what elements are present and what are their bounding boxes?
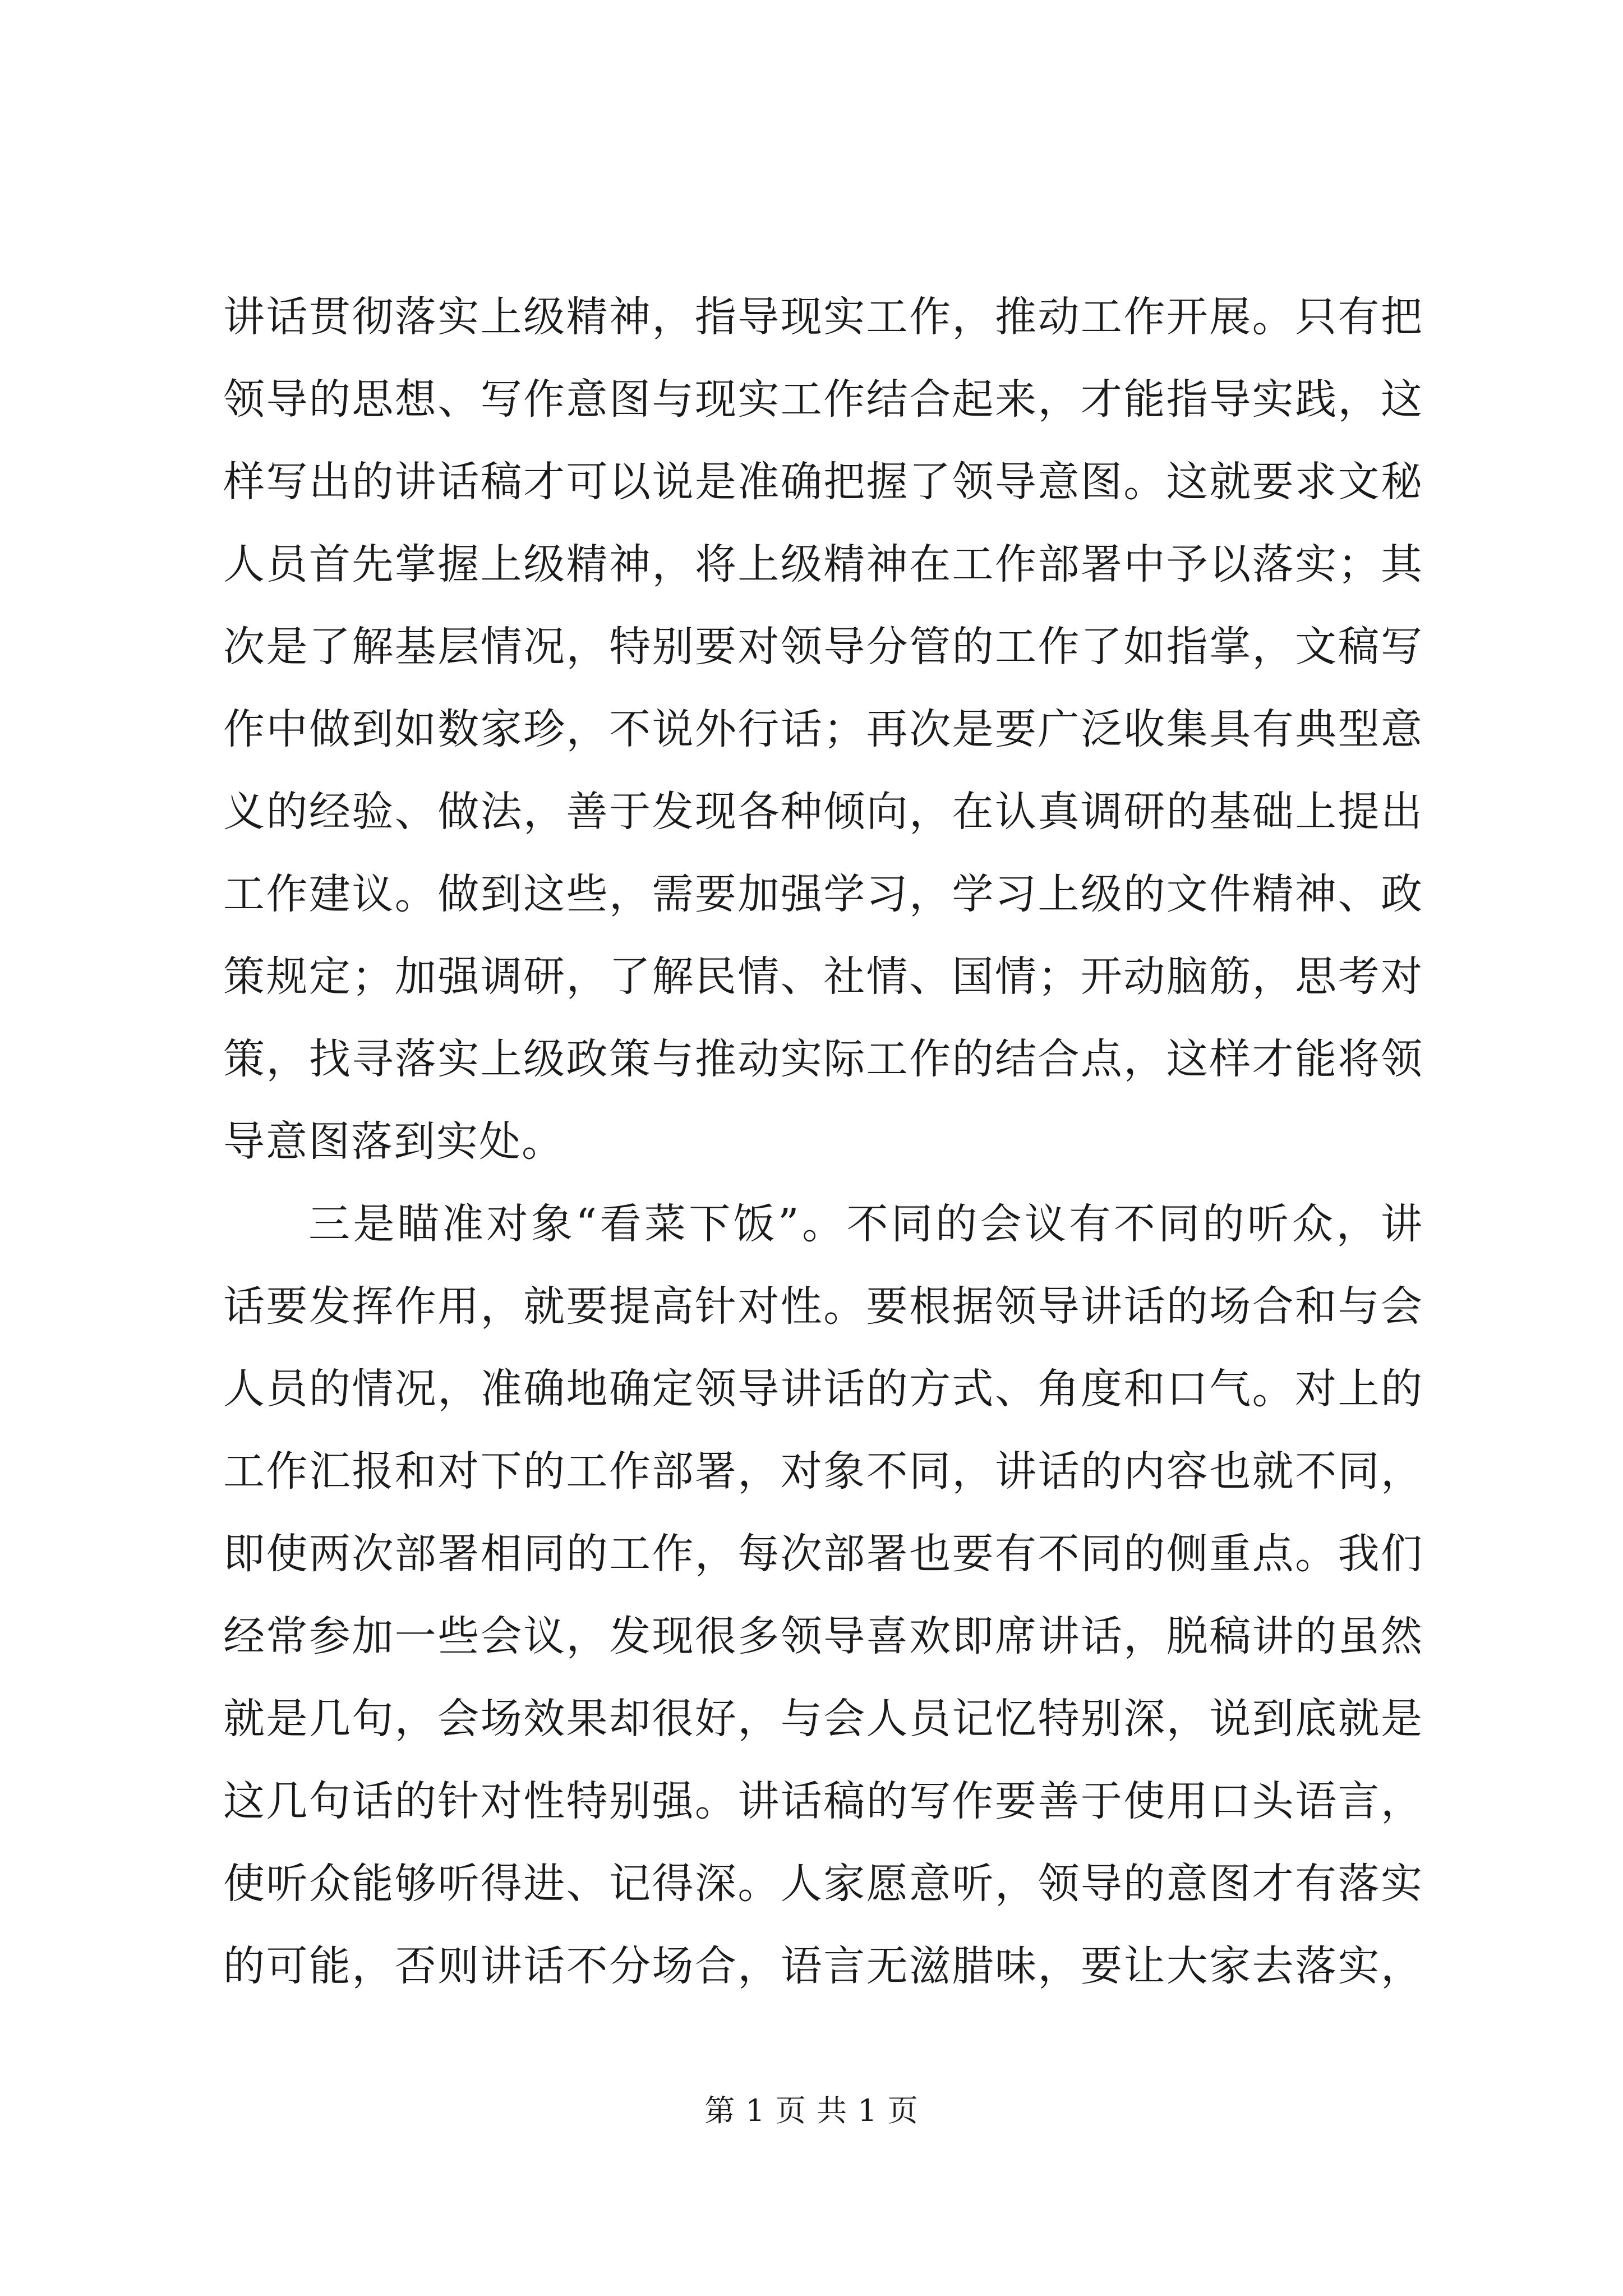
text-line: 使听众能够听得进、记得深。人家愿意听，领导的意图才有落实 xyxy=(223,1860,1423,1908)
text-line: 策规定；加强调研，了解民情、社情、国情；开动脑筋，思考对 xyxy=(223,953,1423,1001)
text-line: 次是了解基层情况，特别要对领导分管的工作了如指掌，文稿写 xyxy=(223,623,1423,671)
text-line: 就是几句，会场效果却很好，与会人员记忆特别深，说到底就是 xyxy=(223,1695,1423,1743)
text-line: 作中做到如数家珍，不说外行话；再次是要广泛收集具有典型意 xyxy=(223,705,1423,753)
text-line: 工作汇报和对下的工作部署，对象不同，讲话的内容也就不同， xyxy=(223,1447,1423,1496)
text-line-paragraph-start: 三是瞄准对象“看菜下饭”。不同的会议有不同的听众，讲 xyxy=(308,1200,1423,1248)
text-line: 的可能，否则讲话不分场合，语言无滋腊味，要让大家去落实， xyxy=(223,1942,1423,1990)
text-line: 讲话贯彻落实上级精神，指导现实工作，推动工作开展。只有把 xyxy=(223,293,1423,341)
text-line: 即使两次部署相同的工作，每次部署也要有不同的侧重点。我们 xyxy=(223,1530,1423,1578)
text-line: 领导的思想、写作意图与现实工作结合起来，才能指导实践，这 xyxy=(223,375,1423,424)
text-line: 话要发挥作用，就要提高针对性。要根据领导讲话的场合和与会 xyxy=(223,1282,1423,1331)
text-line: 义的经验、做法，善于发现各种倾向，在认真调研的基础上提出 xyxy=(223,788,1423,836)
text-line: 策，找寻落实上级政策与推动实际工作的结合点，这样才能将领 xyxy=(223,1035,1423,1083)
text-line: 样写出的讲话稿才可以说是准确把握了领导意图。这就要求文秘 xyxy=(223,458,1423,506)
page-footer: 第 1 页 共 1 页 xyxy=(704,2093,919,2128)
text-line: 经常参加一些会议，发现很多领导喜欢即席讲话，脱稿讲的虽然 xyxy=(223,1612,1423,1660)
text-line: 这几句话的针对性特别强。讲话稿的写作要善于使用口头语言， xyxy=(223,1777,1423,1825)
text-line: 人员的情况，准确地确定领导讲话的方式、角度和口气。对上的 xyxy=(223,1365,1423,1413)
text-line: 人员首先掌握上级精神，将上级精神在工作部署中予以落实；其 xyxy=(223,540,1423,588)
text-line: 工作建议。做到这些，需要加强学习，学习上级的文件精神、政 xyxy=(223,870,1423,918)
document-body xyxy=(223,276,1423,2008)
text-line-paragraph-end: 导意图落到实处。 xyxy=(223,1117,564,1166)
